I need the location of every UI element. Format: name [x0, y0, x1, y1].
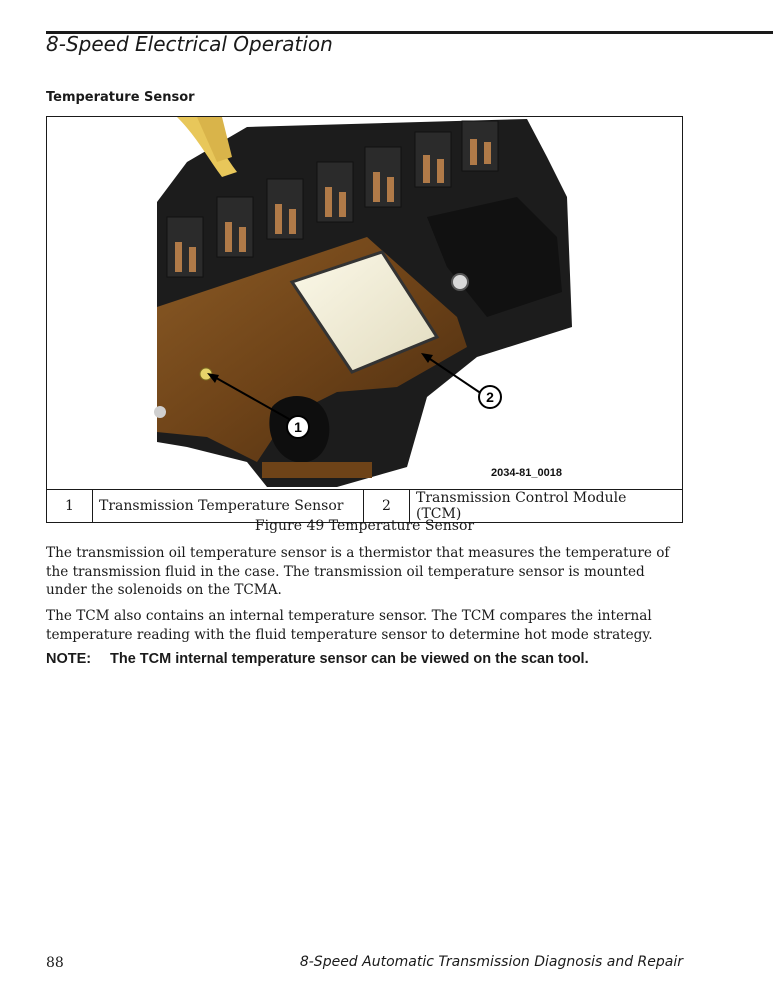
section-heading: Temperature Sensor	[46, 90, 195, 105]
note	[46, 651, 589, 667]
figure-frame	[46, 116, 683, 490]
footer-book-title: 8-Speed Automatic Transmission Diagnosis and Repair	[299, 954, 683, 970]
body-paragraph: The TCM also contains an internal temperature sensor. The TCM compares the internal temperature reading with the fluid temperature sensor to determine hot mode strategy.	[46, 608, 653, 643]
callout-2-label: 2	[486, 389, 494, 405]
chapter-title: 8-Speed Electrical Operation	[46, 32, 333, 56]
legend-number: 1	[47, 490, 93, 523]
callout-1-label: 1	[294, 419, 302, 435]
body-paragraph: The transmission oil temperature sensor is a thermistor that measures the temperature of the transmission fluid in the case. The transmission oil temperature sensor is mounted under the solenoids on the TCMA.	[46, 545, 670, 598]
note-label: NOTE:	[46, 651, 92, 667]
note-text: The TCM internal temperature sensor can be viewed on the scan tool.	[110, 651, 589, 667]
legend-label: Transmission Control Module (TCM)	[410, 490, 683, 523]
legend-label: Transmission Temperature Sensor	[93, 490, 364, 523]
legend-number: 2	[364, 490, 410, 523]
tcm-photo	[47, 117, 683, 490]
figure-caption: Figure 49 Temperature Sensor	[254, 518, 475, 534]
page-number: 88	[46, 955, 64, 971]
figure-image-id: 2034-81_0018	[491, 467, 562, 479]
